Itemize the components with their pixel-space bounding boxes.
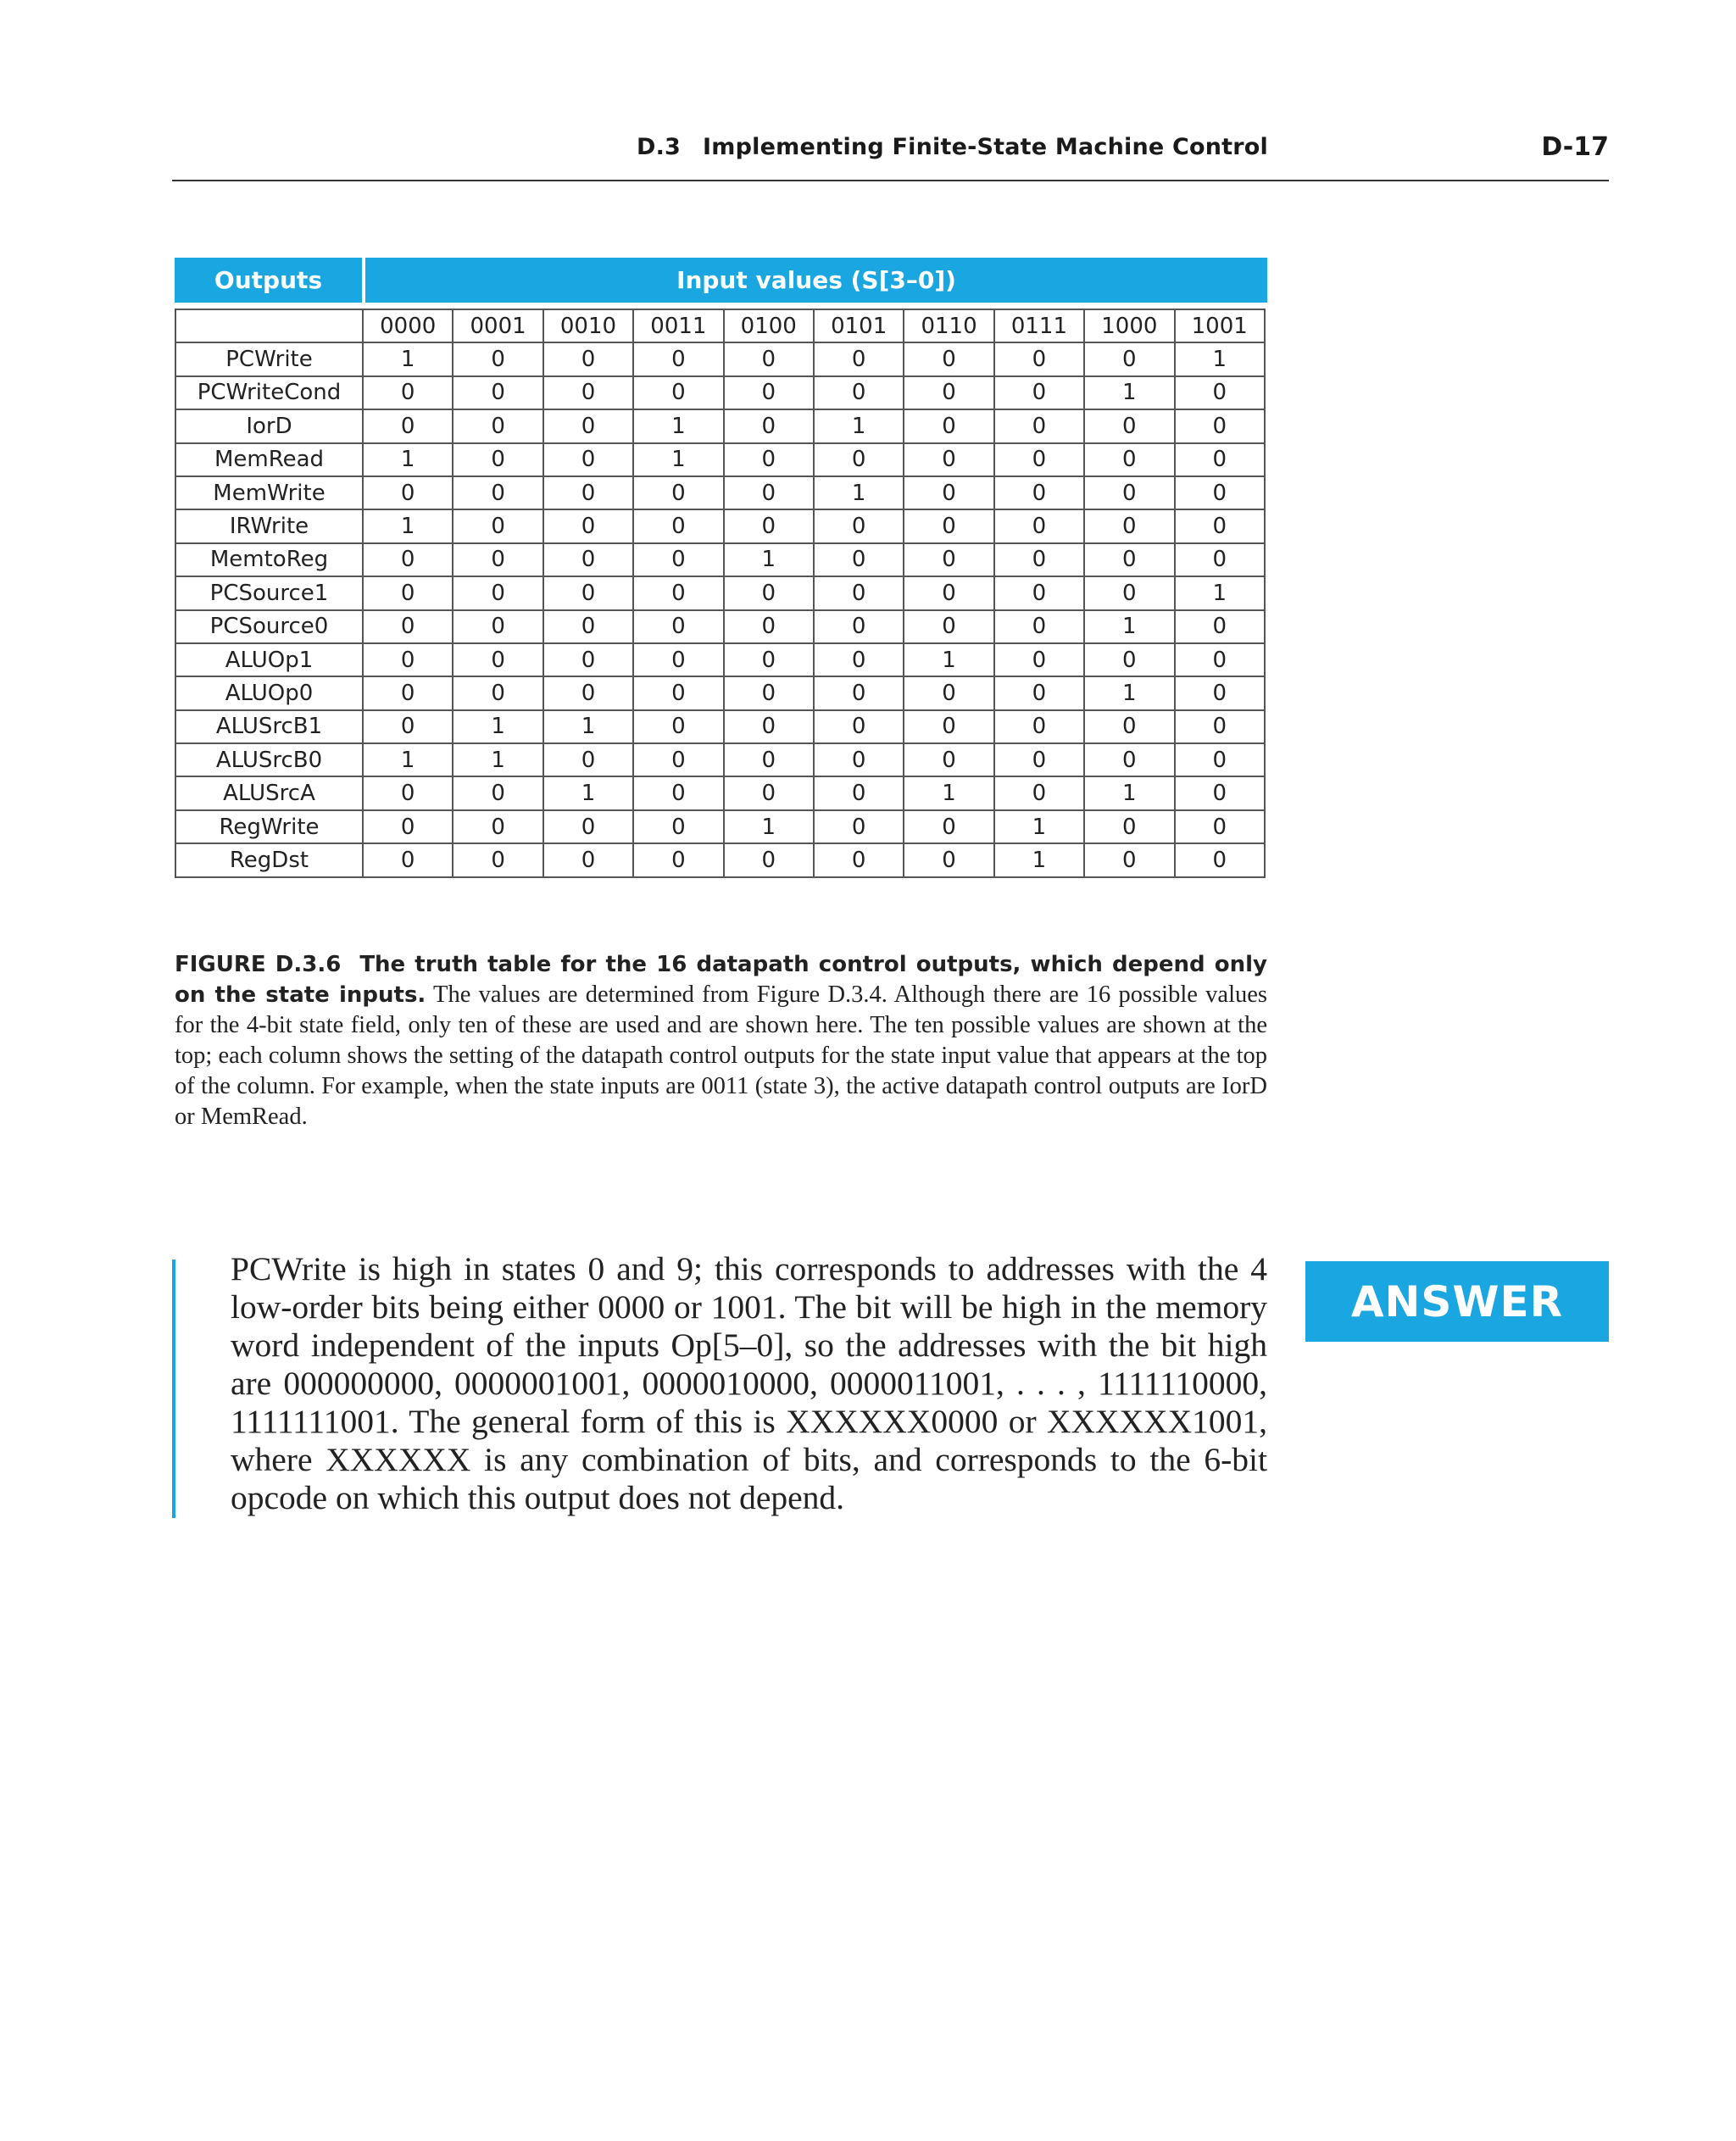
column-header-cell: 0001 — [453, 309, 542, 342]
table-cell: 0 — [363, 710, 453, 743]
table-cell: 0 — [453, 610, 542, 643]
table-cell: 0 — [543, 576, 633, 609]
table-cell: 0 — [724, 576, 814, 609]
column-header-cell: 1001 — [1175, 309, 1265, 342]
table-cell: 0 — [814, 643, 904, 676]
answer-text: PCWrite is high in states 0 and 9; this corresponds to addresses with the 4 low-order bits being either 0000 or 1001. The bit will be high in the memory word independent of the inputs Op[5–0], so the addresses with the bit high are 000000000, 0000001001, 0000010000, 0000011001, . . . , 1111110000, 1111111001. The general form of this is XXXXXX0000 or XXXXXX1001, where XXXXXX is any combination of bits, and corresponds to the 6-bit opcode on which this output does not depend. — [231, 1250, 1267, 1516]
caption-body: The values are determined from Figure D.3.4. Although there are 16 possible values for the 4-bit state field, only ten of these are used and are shown here. The ten possible values are shown at the top; each column shows the setting of the datapath control outputs for the state input value that appears at the top of the column. For example, when the state inputs are 0011 (state 3), the active datapath control outputs are IorD or MemRead. — [175, 982, 1267, 1130]
table-cell: 0 — [453, 843, 542, 876]
table-row — [175, 776, 1265, 809]
table-cell: 0 — [633, 810, 723, 843]
table-cell: 0 — [814, 376, 904, 409]
row-label: MemRead — [175, 443, 363, 476]
table-cell: 0 — [453, 342, 542, 375]
table-cell: 0 — [904, 342, 993, 375]
table-cell: 0 — [724, 476, 814, 509]
row-label: ALUSrcB1 — [175, 710, 363, 743]
row-label: PCSource1 — [175, 576, 363, 609]
table-cell: 1 — [363, 342, 453, 375]
table-cell: 0 — [994, 543, 1084, 576]
table-cell: 1 — [724, 543, 814, 576]
table-row — [175, 342, 1265, 375]
table-cell: 0 — [814, 610, 904, 643]
table-row — [175, 443, 1265, 476]
table-cell: 0 — [633, 476, 723, 509]
table-cell: 0 — [633, 543, 723, 576]
table-cell: 0 — [904, 710, 993, 743]
table-row — [175, 743, 1265, 776]
table-cell: 0 — [453, 543, 542, 576]
table-cell: 0 — [904, 843, 993, 876]
table-cell: 0 — [1175, 643, 1265, 676]
table-cell: 1 — [724, 810, 814, 843]
table-cell: 1 — [994, 843, 1084, 876]
table-row — [175, 476, 1265, 509]
row-label: MemtoReg — [175, 543, 363, 576]
table-cell: 0 — [904, 509, 993, 542]
outputs-header: Outputs — [175, 258, 362, 303]
table-cell: 0 — [1084, 476, 1174, 509]
column-header-cell: 0101 — [814, 309, 904, 342]
table-cell: 0 — [1175, 743, 1265, 776]
section-title: Implementing Finite-State Machine Control — [703, 134, 1268, 160]
table-cell: 1 — [1175, 576, 1265, 609]
table-cell: 0 — [1175, 810, 1265, 843]
column-header-row — [175, 309, 1265, 342]
table-row — [175, 610, 1265, 643]
column-header-cell: 0000 — [363, 309, 453, 342]
table-cell: 1 — [904, 643, 993, 676]
table-cell: 0 — [543, 509, 633, 542]
table-cell: 0 — [1084, 342, 1174, 375]
table-cell: 0 — [994, 676, 1084, 709]
table-cell: 1 — [814, 476, 904, 509]
table-cell: 0 — [543, 476, 633, 509]
table-cell: 0 — [1175, 509, 1265, 542]
table-cell: 0 — [1175, 843, 1265, 876]
row-label: ALUSrcB0 — [175, 743, 363, 776]
table-cell: 0 — [363, 376, 453, 409]
table-cell: 1 — [633, 443, 723, 476]
row-label: IRWrite — [175, 509, 363, 542]
truth-table — [175, 309, 1266, 878]
row-label: PCWriteCond — [175, 376, 363, 409]
table-cell: 1 — [363, 443, 453, 476]
corner-cell — [175, 309, 363, 342]
table-cell: 0 — [724, 676, 814, 709]
table-cell: 0 — [1175, 610, 1265, 643]
table-cell: 0 — [633, 509, 723, 542]
table-row — [175, 543, 1265, 576]
table-cell: 1 — [1084, 376, 1174, 409]
table-cell: 0 — [994, 476, 1084, 509]
table-cell: 0 — [633, 376, 723, 409]
table-cell: 0 — [994, 710, 1084, 743]
table-cell: 0 — [904, 810, 993, 843]
table-cell: 0 — [724, 643, 814, 676]
table-cell: 1 — [904, 776, 993, 809]
table-cell: 0 — [994, 376, 1084, 409]
table-cell: 0 — [1084, 443, 1174, 476]
table-cell: 0 — [363, 409, 453, 442]
header-rule — [172, 180, 1609, 181]
table-cell: 0 — [633, 743, 723, 776]
table-cell: 1 — [543, 710, 633, 743]
table-cell: 0 — [633, 643, 723, 676]
table-row — [175, 810, 1265, 843]
table-cell: 0 — [904, 443, 993, 476]
table-cell: 0 — [543, 342, 633, 375]
table-cell: 1 — [633, 409, 723, 442]
table-cell: 0 — [1175, 443, 1265, 476]
table-cell: 0 — [724, 443, 814, 476]
table-cell: 0 — [1084, 509, 1174, 542]
table-cell: 0 — [814, 710, 904, 743]
table-cell: 0 — [543, 443, 633, 476]
row-label: RegWrite — [175, 810, 363, 843]
table-cell: 0 — [543, 743, 633, 776]
table-cell: 0 — [1084, 643, 1174, 676]
table-cell: 0 — [363, 476, 453, 509]
figure-title: The truth table for the 16 datapath control outputs, which depend only on the state inputs. — [175, 952, 1267, 1008]
table-cell: 0 — [904, 376, 993, 409]
table-cell: 0 — [363, 643, 453, 676]
table-cell: 0 — [363, 776, 453, 809]
answer-side-bar — [172, 1260, 175, 1518]
table-row — [175, 509, 1265, 542]
table-cell: 0 — [724, 610, 814, 643]
table-cell: 0 — [904, 409, 993, 442]
table-cell: 0 — [994, 643, 1084, 676]
table-cell: 0 — [453, 643, 542, 676]
table-cell: 0 — [814, 342, 904, 375]
table-cell: 0 — [453, 376, 542, 409]
table-row — [175, 576, 1265, 609]
table-cell: 0 — [994, 776, 1084, 809]
table-cell: 0 — [1175, 376, 1265, 409]
row-label: PCSource0 — [175, 610, 363, 643]
table-row — [175, 710, 1265, 743]
table-cell: 1 — [1084, 776, 1174, 809]
table-cell: 0 — [1175, 543, 1265, 576]
table-cell: 1 — [453, 743, 542, 776]
table-cell: 0 — [1175, 776, 1265, 809]
table-cell: 0 — [994, 576, 1084, 609]
table-cell: 0 — [994, 409, 1084, 442]
table-cell: 0 — [633, 843, 723, 876]
table-cell: 0 — [994, 342, 1084, 375]
table-row — [175, 676, 1265, 709]
table-cell: 0 — [724, 409, 814, 442]
table-cell: 0 — [1084, 810, 1174, 843]
column-header-cell: 1000 — [1084, 309, 1174, 342]
table-cell: 0 — [814, 676, 904, 709]
table-cell: 0 — [814, 443, 904, 476]
table-cell: 0 — [904, 476, 993, 509]
figure-number: FIGURE D.3.6 — [175, 952, 342, 977]
table-row — [175, 409, 1265, 442]
table-cell: 0 — [724, 376, 814, 409]
column-header-cell: 0100 — [724, 309, 814, 342]
table-cell: 0 — [633, 676, 723, 709]
table-cell: 0 — [814, 543, 904, 576]
table-cell: 0 — [633, 776, 723, 809]
table-cell: 0 — [1084, 743, 1174, 776]
table-cell: 0 — [453, 676, 542, 709]
running-head-title — [637, 134, 1268, 160]
column-header-cell: 0111 — [994, 309, 1084, 342]
table-cell: 0 — [363, 576, 453, 609]
table-cell: 0 — [904, 610, 993, 643]
running-head — [172, 134, 1609, 168]
table-cell: 0 — [724, 776, 814, 809]
table-cell: 0 — [994, 443, 1084, 476]
table-cell: 0 — [543, 376, 633, 409]
table-cell: 0 — [543, 543, 633, 576]
table-cell: 0 — [1084, 576, 1174, 609]
table-cell: 0 — [1084, 710, 1174, 743]
table-cell: 0 — [363, 543, 453, 576]
answer-badge: ANSWER — [1305, 1261, 1609, 1342]
table-cell: 0 — [904, 676, 993, 709]
table-cell: 0 — [724, 743, 814, 776]
table-cell: 0 — [453, 409, 542, 442]
table-cell: 1 — [1084, 676, 1174, 709]
table-cell: 0 — [543, 843, 633, 876]
table-cell: 0 — [814, 810, 904, 843]
table-cell: 0 — [543, 643, 633, 676]
section-number: D.3 — [636, 134, 682, 160]
table-cell: 0 — [994, 743, 1084, 776]
table-cell: 0 — [814, 776, 904, 809]
table-cell: 1 — [814, 409, 904, 442]
figure-caption — [175, 949, 1267, 1132]
table-cell: 0 — [994, 509, 1084, 542]
row-label: ALUSrcA — [175, 776, 363, 809]
table-cell: 0 — [814, 843, 904, 876]
table-cell: 0 — [363, 843, 453, 876]
table-cell: 0 — [724, 342, 814, 375]
table-cell: 0 — [1084, 843, 1174, 876]
table-cell: 0 — [724, 843, 814, 876]
table-row — [175, 376, 1265, 409]
table-cell: 1 — [363, 743, 453, 776]
table-cell: 0 — [633, 710, 723, 743]
table-cell: 0 — [1175, 710, 1265, 743]
table-cell: 0 — [453, 476, 542, 509]
table-cell: 1 — [1175, 342, 1265, 375]
table-cell: 0 — [724, 710, 814, 743]
input-values-header: Input values (S[3–0]) — [365, 258, 1267, 303]
table-cell: 1 — [453, 710, 542, 743]
table-cell: 0 — [543, 676, 633, 709]
table-cell: 0 — [633, 342, 723, 375]
table-cell: 0 — [453, 810, 542, 843]
column-header-cell: 0110 — [904, 309, 993, 342]
table-cell: 0 — [453, 443, 542, 476]
table-cell: 0 — [1175, 409, 1265, 442]
table-cell: 1 — [543, 776, 633, 809]
table-cell: 0 — [633, 576, 723, 609]
table-cell: 1 — [994, 810, 1084, 843]
table-cell: 0 — [543, 610, 633, 643]
row-label: ALUOp0 — [175, 676, 363, 709]
table-cell: 0 — [453, 776, 542, 809]
column-header-cell: 0011 — [633, 309, 723, 342]
row-label: PCWrite — [175, 342, 363, 375]
table-row — [175, 643, 1265, 676]
table-cell: 1 — [363, 509, 453, 542]
table-row — [175, 843, 1265, 876]
row-label: RegDst — [175, 843, 363, 876]
table-cell: 0 — [363, 676, 453, 709]
table-cell: 0 — [1175, 476, 1265, 509]
table-cell: 0 — [904, 576, 993, 609]
table-cell: 0 — [543, 409, 633, 442]
table-cell: 0 — [814, 743, 904, 776]
table-cell: 0 — [814, 576, 904, 609]
table-cell: 0 — [814, 509, 904, 542]
row-label: MemWrite — [175, 476, 363, 509]
table-cell: 0 — [1084, 409, 1174, 442]
table-cell: 0 — [1175, 676, 1265, 709]
table-cell: 0 — [453, 509, 542, 542]
table-cell: 0 — [633, 610, 723, 643]
table-cell: 0 — [453, 576, 542, 609]
row-label: IorD — [175, 409, 363, 442]
table-cell: 0 — [363, 810, 453, 843]
table-cell: 0 — [363, 610, 453, 643]
table-cell: 0 — [543, 810, 633, 843]
table-cell: 0 — [904, 543, 993, 576]
table-cell: 0 — [1084, 543, 1174, 576]
table-cell: 1 — [1084, 610, 1174, 643]
column-header-cell: 0010 — [543, 309, 633, 342]
table-cell: 0 — [904, 743, 993, 776]
row-label: ALUOp1 — [175, 643, 363, 676]
page-number: D-17 — [1541, 132, 1609, 162]
table-cell: 0 — [994, 610, 1084, 643]
table-cell: 0 — [724, 509, 814, 542]
